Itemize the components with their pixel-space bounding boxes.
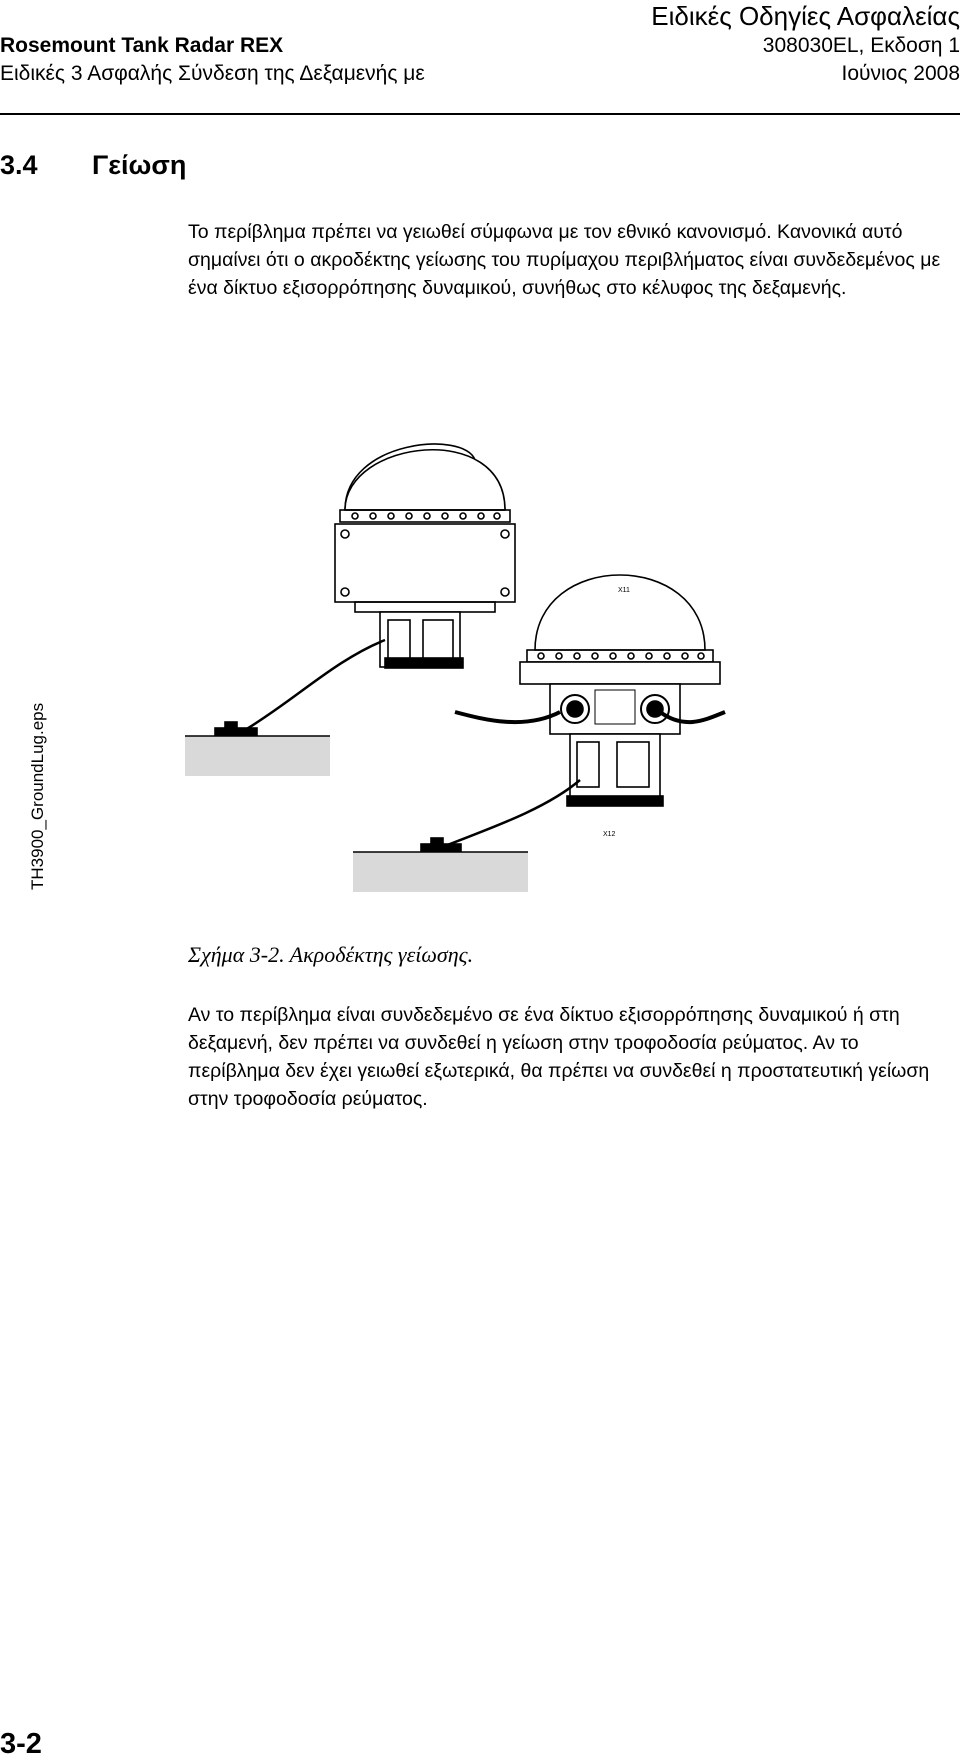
radar-unit-left (335, 444, 515, 668)
product-name: Rosemount Tank Radar REX (0, 34, 284, 57)
ground-wire-right (445, 780, 580, 846)
page-number: 3-2 (0, 1728, 42, 1760)
ground-plate-left (185, 722, 330, 776)
ground-wire-left (245, 640, 385, 730)
document-title: Ειδικές Οδηγίες Ασφαλείας (651, 1, 960, 31)
section-number: 3.4 (0, 150, 38, 180)
header-divider (0, 113, 960, 115)
ground-lug-figure (185, 400, 616, 905)
terminal-label-x12: X12 (603, 831, 616, 838)
document-date: Ιούνιος 2008 (841, 62, 960, 85)
cable-left (455, 712, 560, 722)
document-number: 308030EL, Εκδοση 1 (762, 34, 960, 57)
figure-caption: Σχήμα 3-2. Ακροδέκτης γείωσης. (188, 942, 474, 967)
figure-file-label: TH3900_GroundLug.eps (28, 702, 47, 890)
radar-unit-right (520, 575, 720, 806)
body-paragraph-2: Αν το περίβλημα είναι συνδεδεμένο σε ένα δίκτυο εξισορρόπησης δυναμικού ή στη δεξαμενή, δεν πρέπει να συνδεθεί η γείωση στην τροφοδοσία ρεύματος. Αν το περίβλημα δεν έχει γειωθεί εξωτερικά, θα πρέπει να συνδεθεί η προστατευτική γείωση στην τροφοδοσία ρεύματος. (188, 1004, 930, 1110)
header-left (0, 32, 425, 88)
section-title: Γείωση (92, 150, 187, 180)
ground-lug-illustration (185, 400, 616, 900)
header-subtitle: Ειδικές 3 Ασφαλής Σύνδεση της Δεξαμενής με (0, 62, 425, 85)
terminal-label-x11: X11 (618, 587, 630, 594)
ground-plate-right (353, 838, 528, 892)
header-right (400, 0, 960, 88)
body-paragraph-1: Το περίβλημα πρέπει να γειωθεί σύμφωνα με τον εθνικό κανονισμό. Κανονικά αυτό σημαίνει ότι ο ακροδέκτης γείωσης του πυρίμαχου περιβλήματος είναι συνδεδεμένος με ένα δίκτυο εξισορρόπησης δυναμικού, συνήθως στο κέλυφος της δεξαμενής. (188, 221, 941, 299)
